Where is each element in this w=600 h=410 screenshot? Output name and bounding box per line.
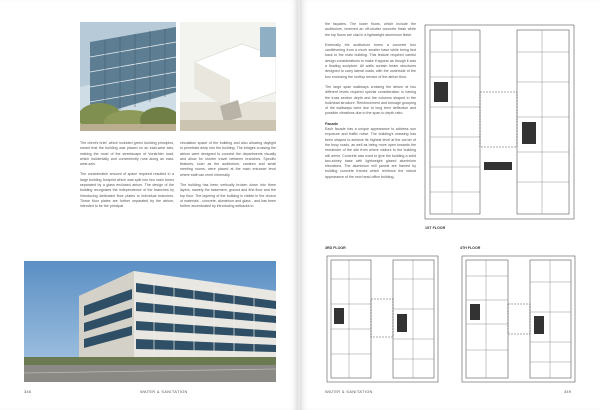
- body-text-right-column: [325, 22, 416, 185]
- floor-plan-4th-floor: [460, 254, 577, 384]
- plan-label-3rd-floor: 3RD FLOOR: [325, 246, 346, 250]
- facade-photo-glass: [80, 22, 176, 131]
- page-number-right: 349: [564, 389, 572, 394]
- paragraph: circulation space of the building and also allowing daylight to penetrate deep into the building. The bridges crossing the atrium were designed to connect the departments visually and allow for shorter travel between branches. Specific features, such as the auditorium, canteen and small meeting rooms, were placed at the main entrance level where staff can meet informally.: [180, 141, 276, 177]
- paragraph: the façades. The lower floors, which include the auditorium, received an off-shutter concrete finish while the top floors are clad in a lightweight aluminium finish.: [325, 22, 416, 37]
- facade-heading: Facade: [325, 121, 339, 126]
- paragraph: Externally the auditorium forms a concrete box cantilevering from a much smaller base while being tied back to the main building. This feature required careful design considerations to make it appear as though it was a floating sculpture. All walls contain beam structures designed to carry lateral loads, with the underside of the box enclosing the rooftop terrace of the atrium floor.: [325, 42, 416, 79]
- auditorium-box-photo: [180, 22, 276, 131]
- right-page: [300, 0, 600, 410]
- page-number-left: 346: [24, 389, 32, 394]
- paragraph: The client's brief, which included green building principles, meant that the building was placed on an east-west axis, making the most of the streetscape of Vorströter road, which incidentally and conveniently runs along an east-west axis.: [80, 141, 174, 167]
- running-footer-right: WATER & SANITATION: [325, 389, 373, 394]
- building-exterior-photo: [24, 261, 276, 382]
- plan-label-1st-floor: 1ST FLOOR: [425, 226, 446, 230]
- body-text-column-1: [80, 141, 174, 215]
- floor-plan-1st-floor: [422, 22, 577, 222]
- running-footer-left: WATER & SANITATION: [140, 389, 188, 394]
- paragraph: The large span walkways crossing the atrium at two different levels required special consideration in having the truss section depth and the columns shaped in the bulkhead structure. Reinforcement and tonnage grouping of the walkways were due to long term deflection and possible vibrations due to the span to depth ratio.: [325, 84, 416, 116]
- paragraph: The building has been vertically broken down into three layers, namely the basement, ground and first floor and the top floor. The layering of the building is visible in the choice of materials - concrete, aluminium and glass - and has been further accentuated by introducing setbacks to: [180, 183, 276, 209]
- paragraph: The considerable amount of space required resulted in a large building footprint which was split into two main forms separated by a glass enclosed atrium. The design of the building recognises the independence of the branches by introducing dedicated floor plates to individual branches. These floor plates are further separated by the atrium, intended to be the principal: [80, 172, 174, 209]
- body-text-column-2: [180, 141, 276, 215]
- left-page: [0, 0, 298, 410]
- floor-plan-3rd-floor: [325, 254, 440, 384]
- paragraph: Each facade has a unique appearance to address sun exposure and traffic noise. The building's massing has been shaped to achieve its highest level at the corner of the busy roads, as well as being more open towards the remainder of the site from where visitors to the building will arrive. Concrete was used to give the building a solid two-storey base with lightweight glazed aluminium elevations. The aluminium mill panels are framed by building concrete frames which reinforce the robust appearance of the new head office building.: [325, 127, 416, 179]
- plan-label-4th-floor: 4TH FLOOR: [460, 246, 481, 250]
